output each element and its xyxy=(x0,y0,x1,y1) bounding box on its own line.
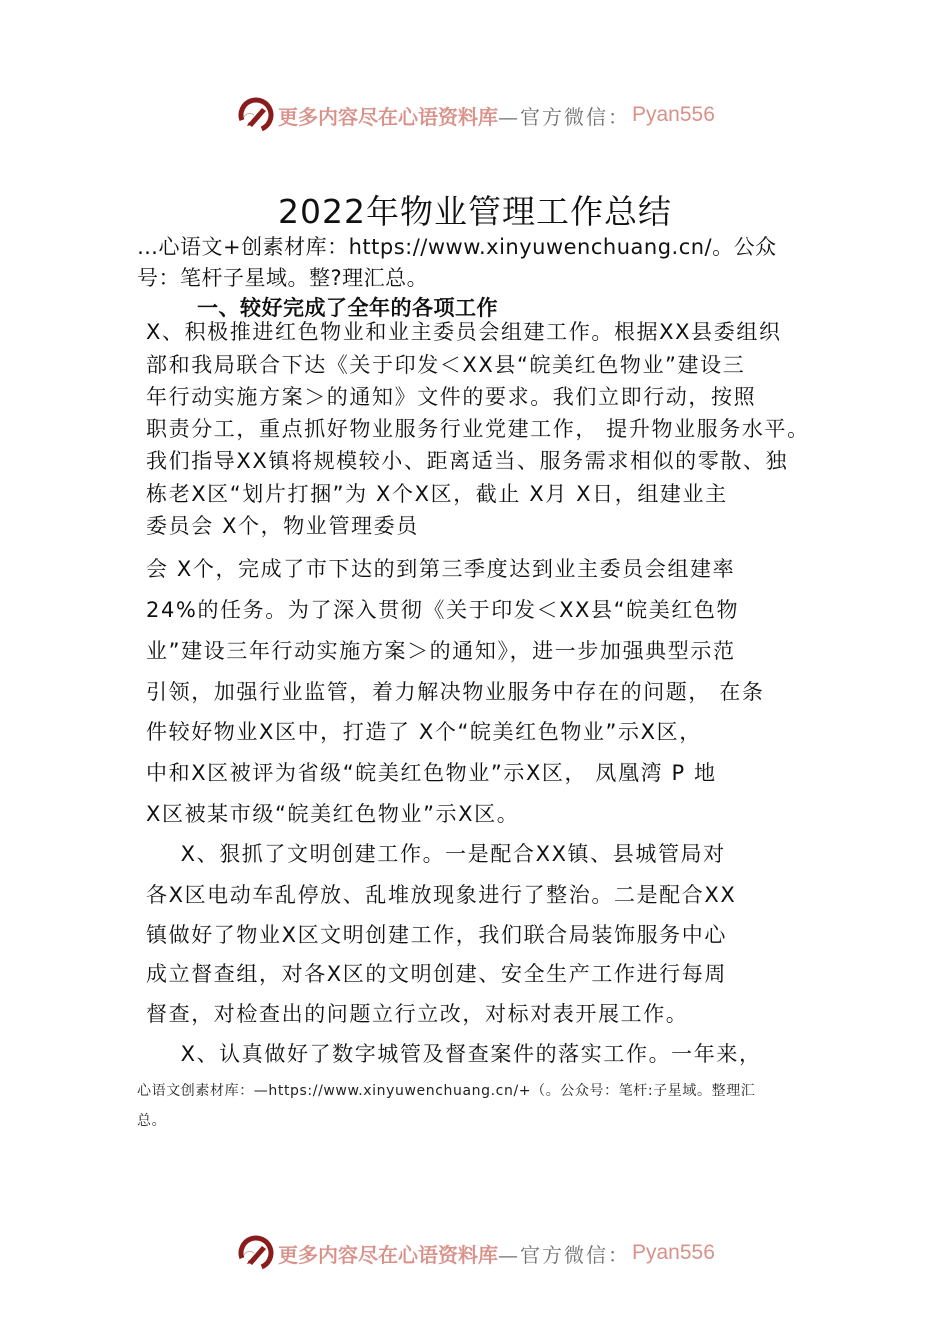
body-line: 引领，加强行业监管，着力解决物业服务中存在的问题， 在条 xyxy=(146,680,765,704)
banner-wechat-id: Pyan556 xyxy=(632,1241,715,1264)
banner-promo-text: 更多内容尽在心语资料库 xyxy=(278,1242,498,1267)
pen-logo-icon xyxy=(238,1235,274,1271)
body-line: 部和我局联合下达《关于印发＜XX县“皖美红色物业”建设三 xyxy=(146,353,746,377)
source-line: 号：笔杆子星域。整?理汇总。 xyxy=(137,266,429,290)
watermark-banner-top xyxy=(238,95,758,135)
document-title: 2022年物业管理工作总结 xyxy=(278,192,672,231)
body-line: 督查，对检查出的问题立行立改，对标对表开展工作。 xyxy=(146,1002,689,1026)
watermark-banner-bottom xyxy=(238,1233,758,1273)
banner-wechat-id: Pyan556 xyxy=(632,103,715,126)
banner-promo-text: 更多内容尽在心语资料库 xyxy=(278,104,498,129)
body-line: 成立督查组，对各X区的文明创建、安全生产工作进行每周 xyxy=(146,962,727,986)
body-line: 职责分工，重点抓好物业服务行业党建工作， 提升物业服务水平。 xyxy=(146,417,810,441)
banner-wechat-label: —官方微信： xyxy=(498,1242,630,1267)
banner-wechat-label: —官方微信： xyxy=(498,104,630,129)
body-line: X、积极推进红色物业和业主委员会组建工作。根据XX县委组织 xyxy=(146,320,782,344)
footer-source-note: 总。 xyxy=(137,1113,167,1129)
pen-logo-icon xyxy=(238,97,274,133)
body-line: 委员会 X个，物业管理委员 xyxy=(146,514,419,538)
source-line: …心语文+创素材库：https://www.xinyuwenchuang.cn/。公众 xyxy=(137,235,777,259)
body-line: X、认真做好了数字城管及督查案件的落实工作。一年来， xyxy=(158,1042,762,1066)
body-line: 件较好物业X区中，打造了 X个“皖美红色物业”示X区， xyxy=(146,720,702,744)
body-line: 中和X区被评为省级“皖美红色物业”示X区， 凤凰湾 P 地 xyxy=(146,761,717,785)
body-line: X区被某市级“皖美红色物业”示X区。 xyxy=(146,802,520,826)
body-line: 各X区电动车乱停放、乱堆放现象进行了整治。二是配合XX xyxy=(146,883,737,907)
body-line: 年行动实施方案＞的通知》文件的要求。我们立即行动，按照 xyxy=(146,385,757,409)
body-line: 镇做好了物业X区文明创建工作，我们联合局装饰服务中心 xyxy=(146,923,727,947)
body-line: 24%的任务。为了深入贯彻《关于印发＜XX县“皖美红色物 xyxy=(146,598,740,622)
section-heading: 一、较好完成了全年的各项工作 xyxy=(197,296,498,320)
body-line: 业”建设三年行动实施方案＞的通知》，进一步加强典型示范 xyxy=(146,639,736,663)
body-line: 我们指导XX镇将规模较小、距离适当、服务需求相似的零散、独 xyxy=(146,449,789,473)
footer-source-note: 心语文创素材库：—https://www.xinyuwenchuang.cn/+（。公众号：笔杆:子星域。整理汇 xyxy=(137,1083,756,1099)
body-line: 栋老X区“划片打捆”为 X个X区，截止 X月 X日，组建业主 xyxy=(146,482,728,506)
body-line: 会 X个，完成了市下达的到第三季度达到业主委员会组建率 xyxy=(146,557,736,581)
body-line: X、狠抓了文明创建工作。一是配合XX镇、县城管局对 xyxy=(158,842,726,866)
